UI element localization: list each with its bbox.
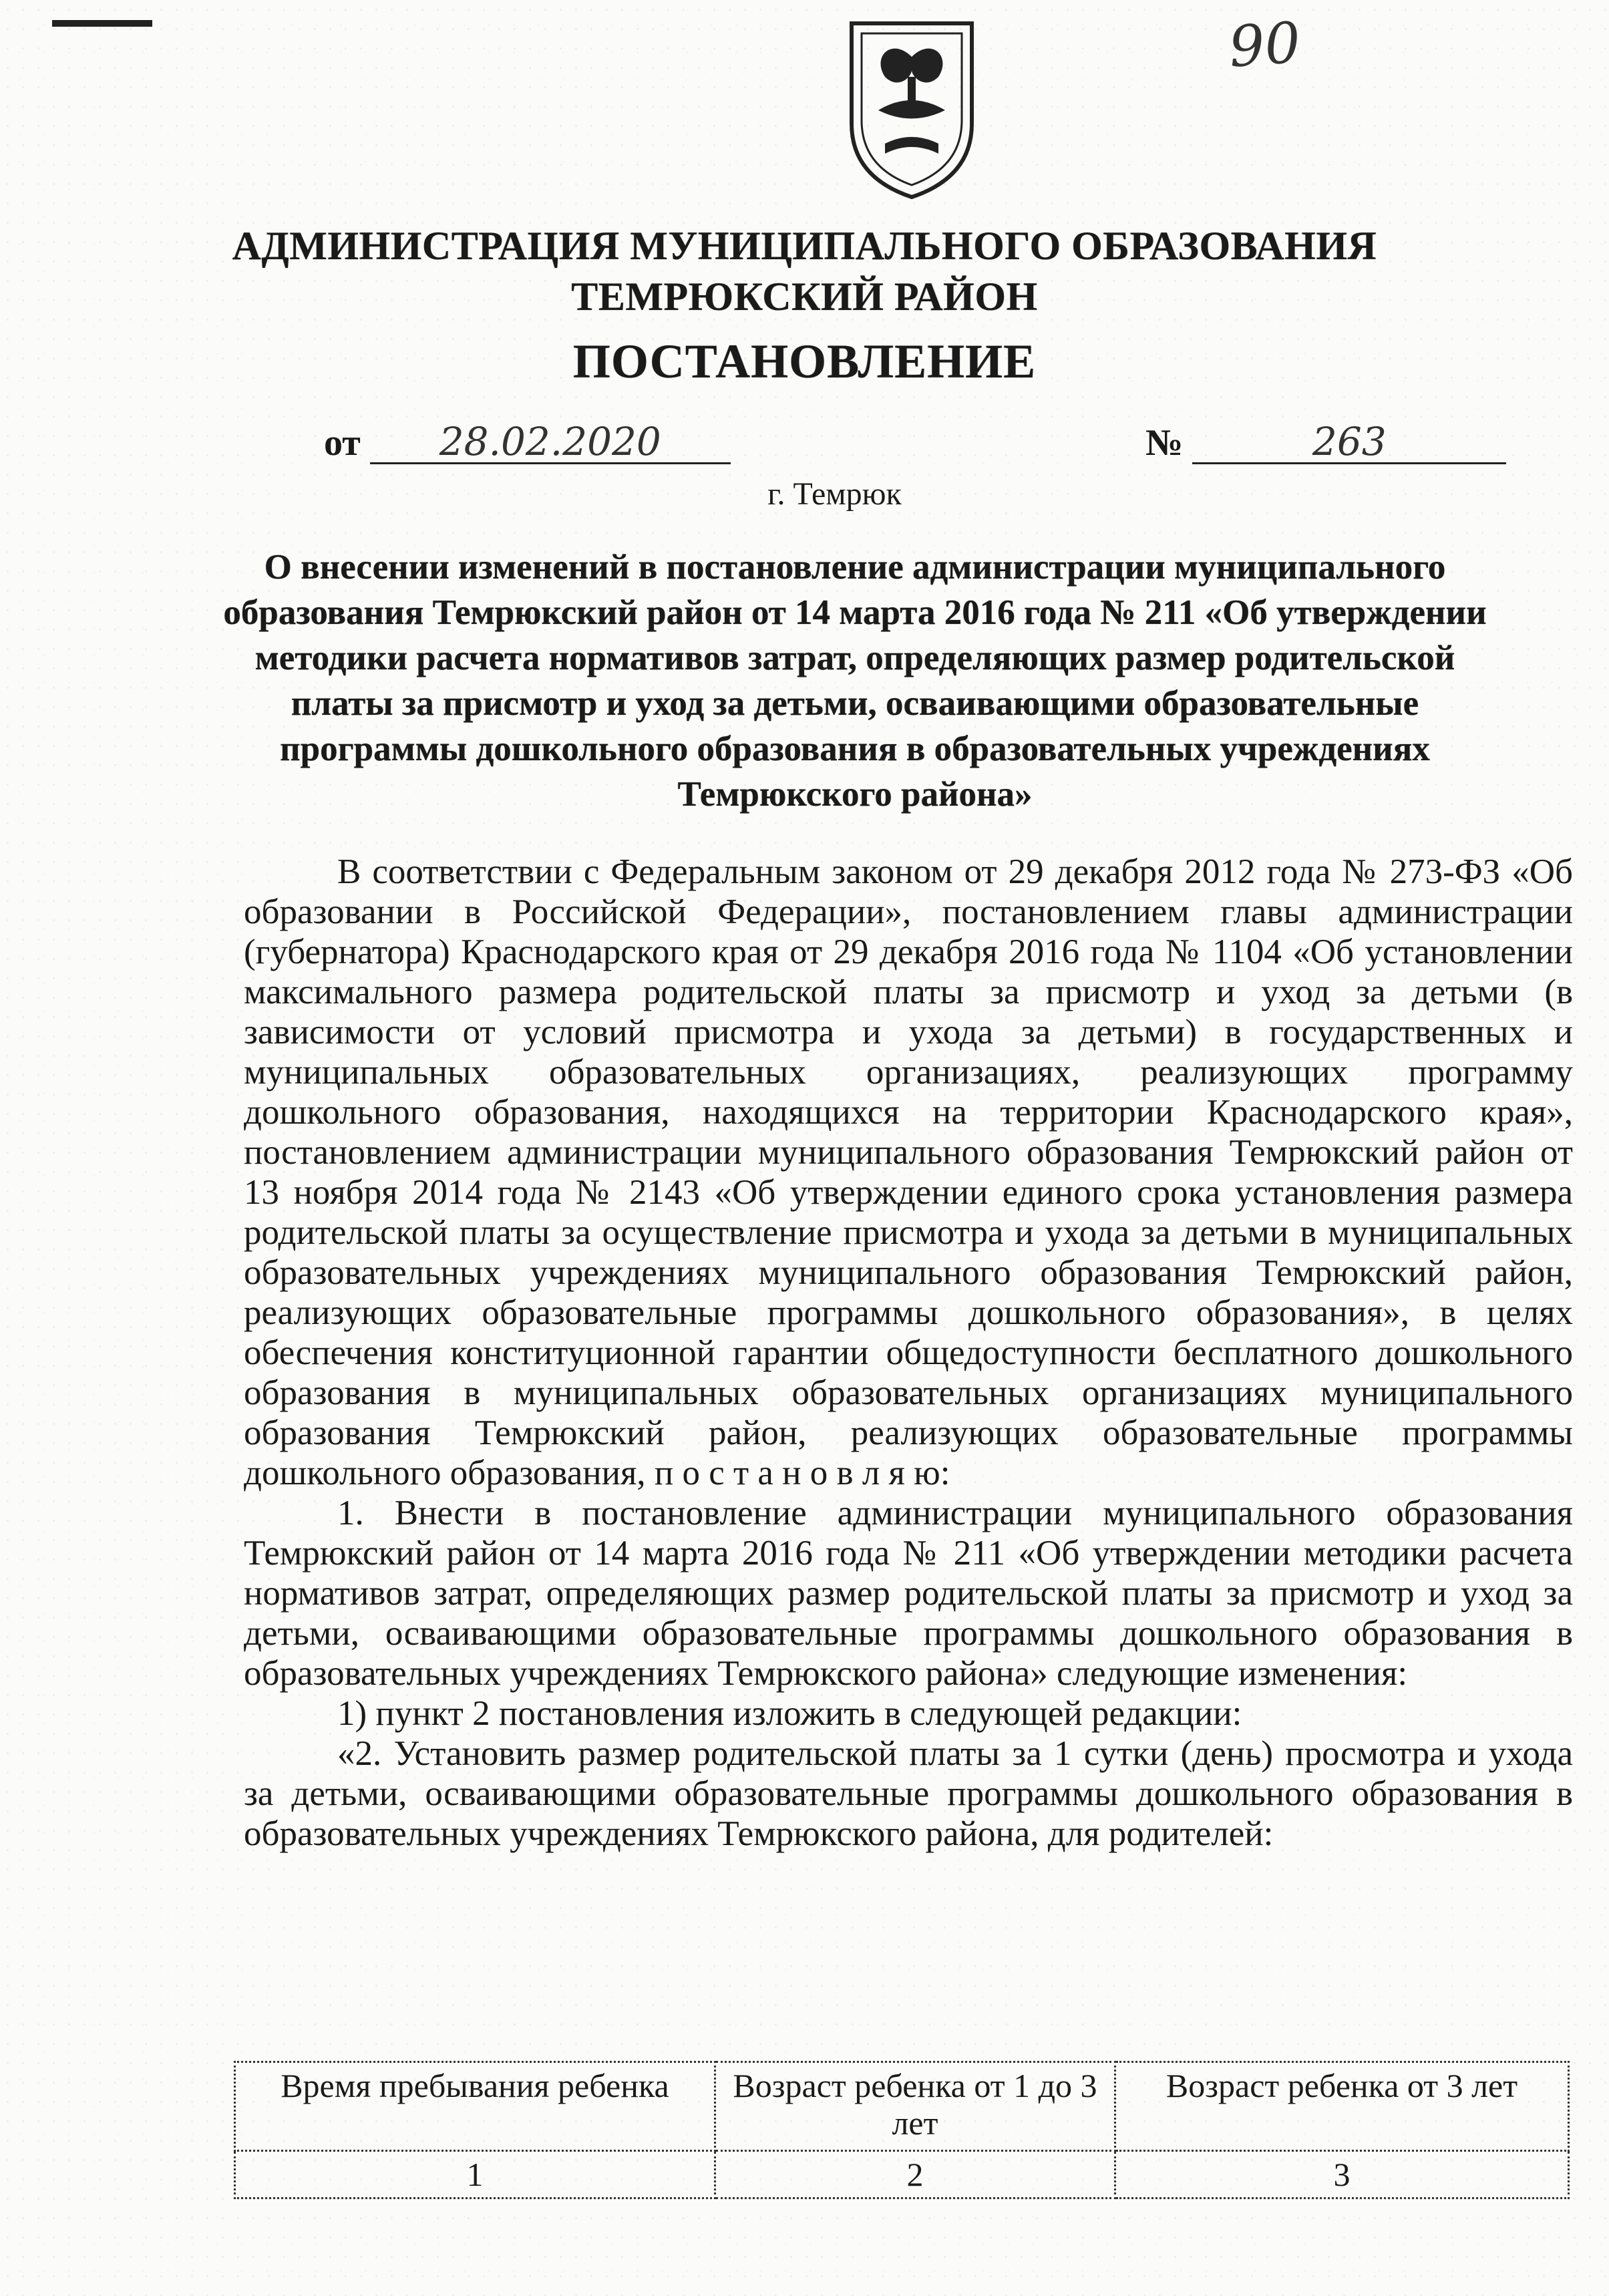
paragraph: 1) пункт 2 постановления изложить в следующей редакции: <box>337 1694 1242 1733</box>
document-type: ПОСТАНОВЛЕНИЕ <box>572 335 1037 388</box>
document-body <box>244 852 1573 1854</box>
city: г. Темрюк <box>767 476 902 512</box>
organization-line-2: ТЕМРЮКСКИЙ РАЙОН <box>571 275 1038 319</box>
table-header-row <box>235 2062 1569 2151</box>
table-cell: 3 <box>1115 2151 1569 2198</box>
table-cell: 2 <box>715 2151 1115 2198</box>
table-cell: 1 <box>235 2151 715 2198</box>
table-header-cell: Возраст ребенка от 3 лет <box>1115 2062 1569 2151</box>
table-row <box>235 2151 1569 2198</box>
number-label: № <box>1145 422 1184 464</box>
date-label: от <box>324 422 361 464</box>
organization-name <box>0 220 1609 322</box>
paragraph: В соответствии с Федеральным законом от 29 декабря 2012 года № 273-ФЗ «Об образовании в Российской Федерации», постановлением главы администрации (губернатора) Краснодарского края от 29 декабря 2016 года № 1104 «Об установлении максимального размера родительской платы за присмотр и уход за детьми (в зависимости от условий присмотра и ухода за детьми) в государственных и муниципальных образовательных организациях, реализующих программу дошкольного образования, находящихся на территории Краснодарского края», постановлением администрации муниципального образования Темрюкский район от 13 ноября 2014 года № 2143 «Об утверждении единого срока установления размера родительской платы за осуществление присмотра и ухода за детьми в муниципальных образовательных учреждениях муниципального образования Темрюкский район, реализующих образовательные программы дошкольного образования», в целях обеспечения конституционной гарантии общедоступности бесплатного дошкольного образования в муниципальных образовательных организациях муниципального образования Темрюкский район, реализующих образовательные программы дошкольного образования, п о с т а н о в л я ю: <box>244 852 1573 1492</box>
fee-table <box>234 2061 1570 2199</box>
scan-mark <box>52 20 152 27</box>
number-block <box>1145 421 1506 464</box>
paragraph: «2. Установить размер родительской платы за 1 сутки (день) просмотра и ухода за детьми, осваивающими образовательные программы дошкольного образования в образовательных учреждениях Темрюкского района, для родителей: <box>244 1734 1573 1853</box>
handwritten-page-number: 90 <box>1226 9 1303 80</box>
date-value: 28.02.2020 <box>370 421 731 464</box>
paragraph: 1. Внести в постановление администрации муниципального образования Темрюкский район от 14 марта 2016 года № 211 «Об утверждении методики расчета нормативов затрат, определяющих размер родительской платы за присмотр и уход за детьми, осваивающими образовательные программы дошкольного образования в образовательных учреждениях Темрюкского района» следующие изменения: <box>244 1494 1573 1693</box>
table-header-cell: Время пребывания ребенка <box>235 2062 715 2151</box>
document-subject: О внесении изменений в постановление администрации муниципального образования Темрюкский район от 14 марта 2016 года № 211 «Об утверждении методики расчета нормативов затрат, определяющих размер родительской платы за присмотр и уход за детьми, осваивающими образовательные программы дошкольного образования в образовательных учреждениях Темрюкского района» <box>223 548 1487 814</box>
organization-line-1: АДМИНИСТРАЦИЯ МУНИЦИПАЛЬНОГО ОБРАЗОВАНИЯ <box>232 224 1377 268</box>
date-block <box>324 421 731 464</box>
table-header-cell: Возраст ребенка от 1 до 3 лет <box>715 2062 1115 2151</box>
number-value: 263 <box>1192 421 1506 464</box>
coat-of-arms-icon <box>838 10 985 204</box>
